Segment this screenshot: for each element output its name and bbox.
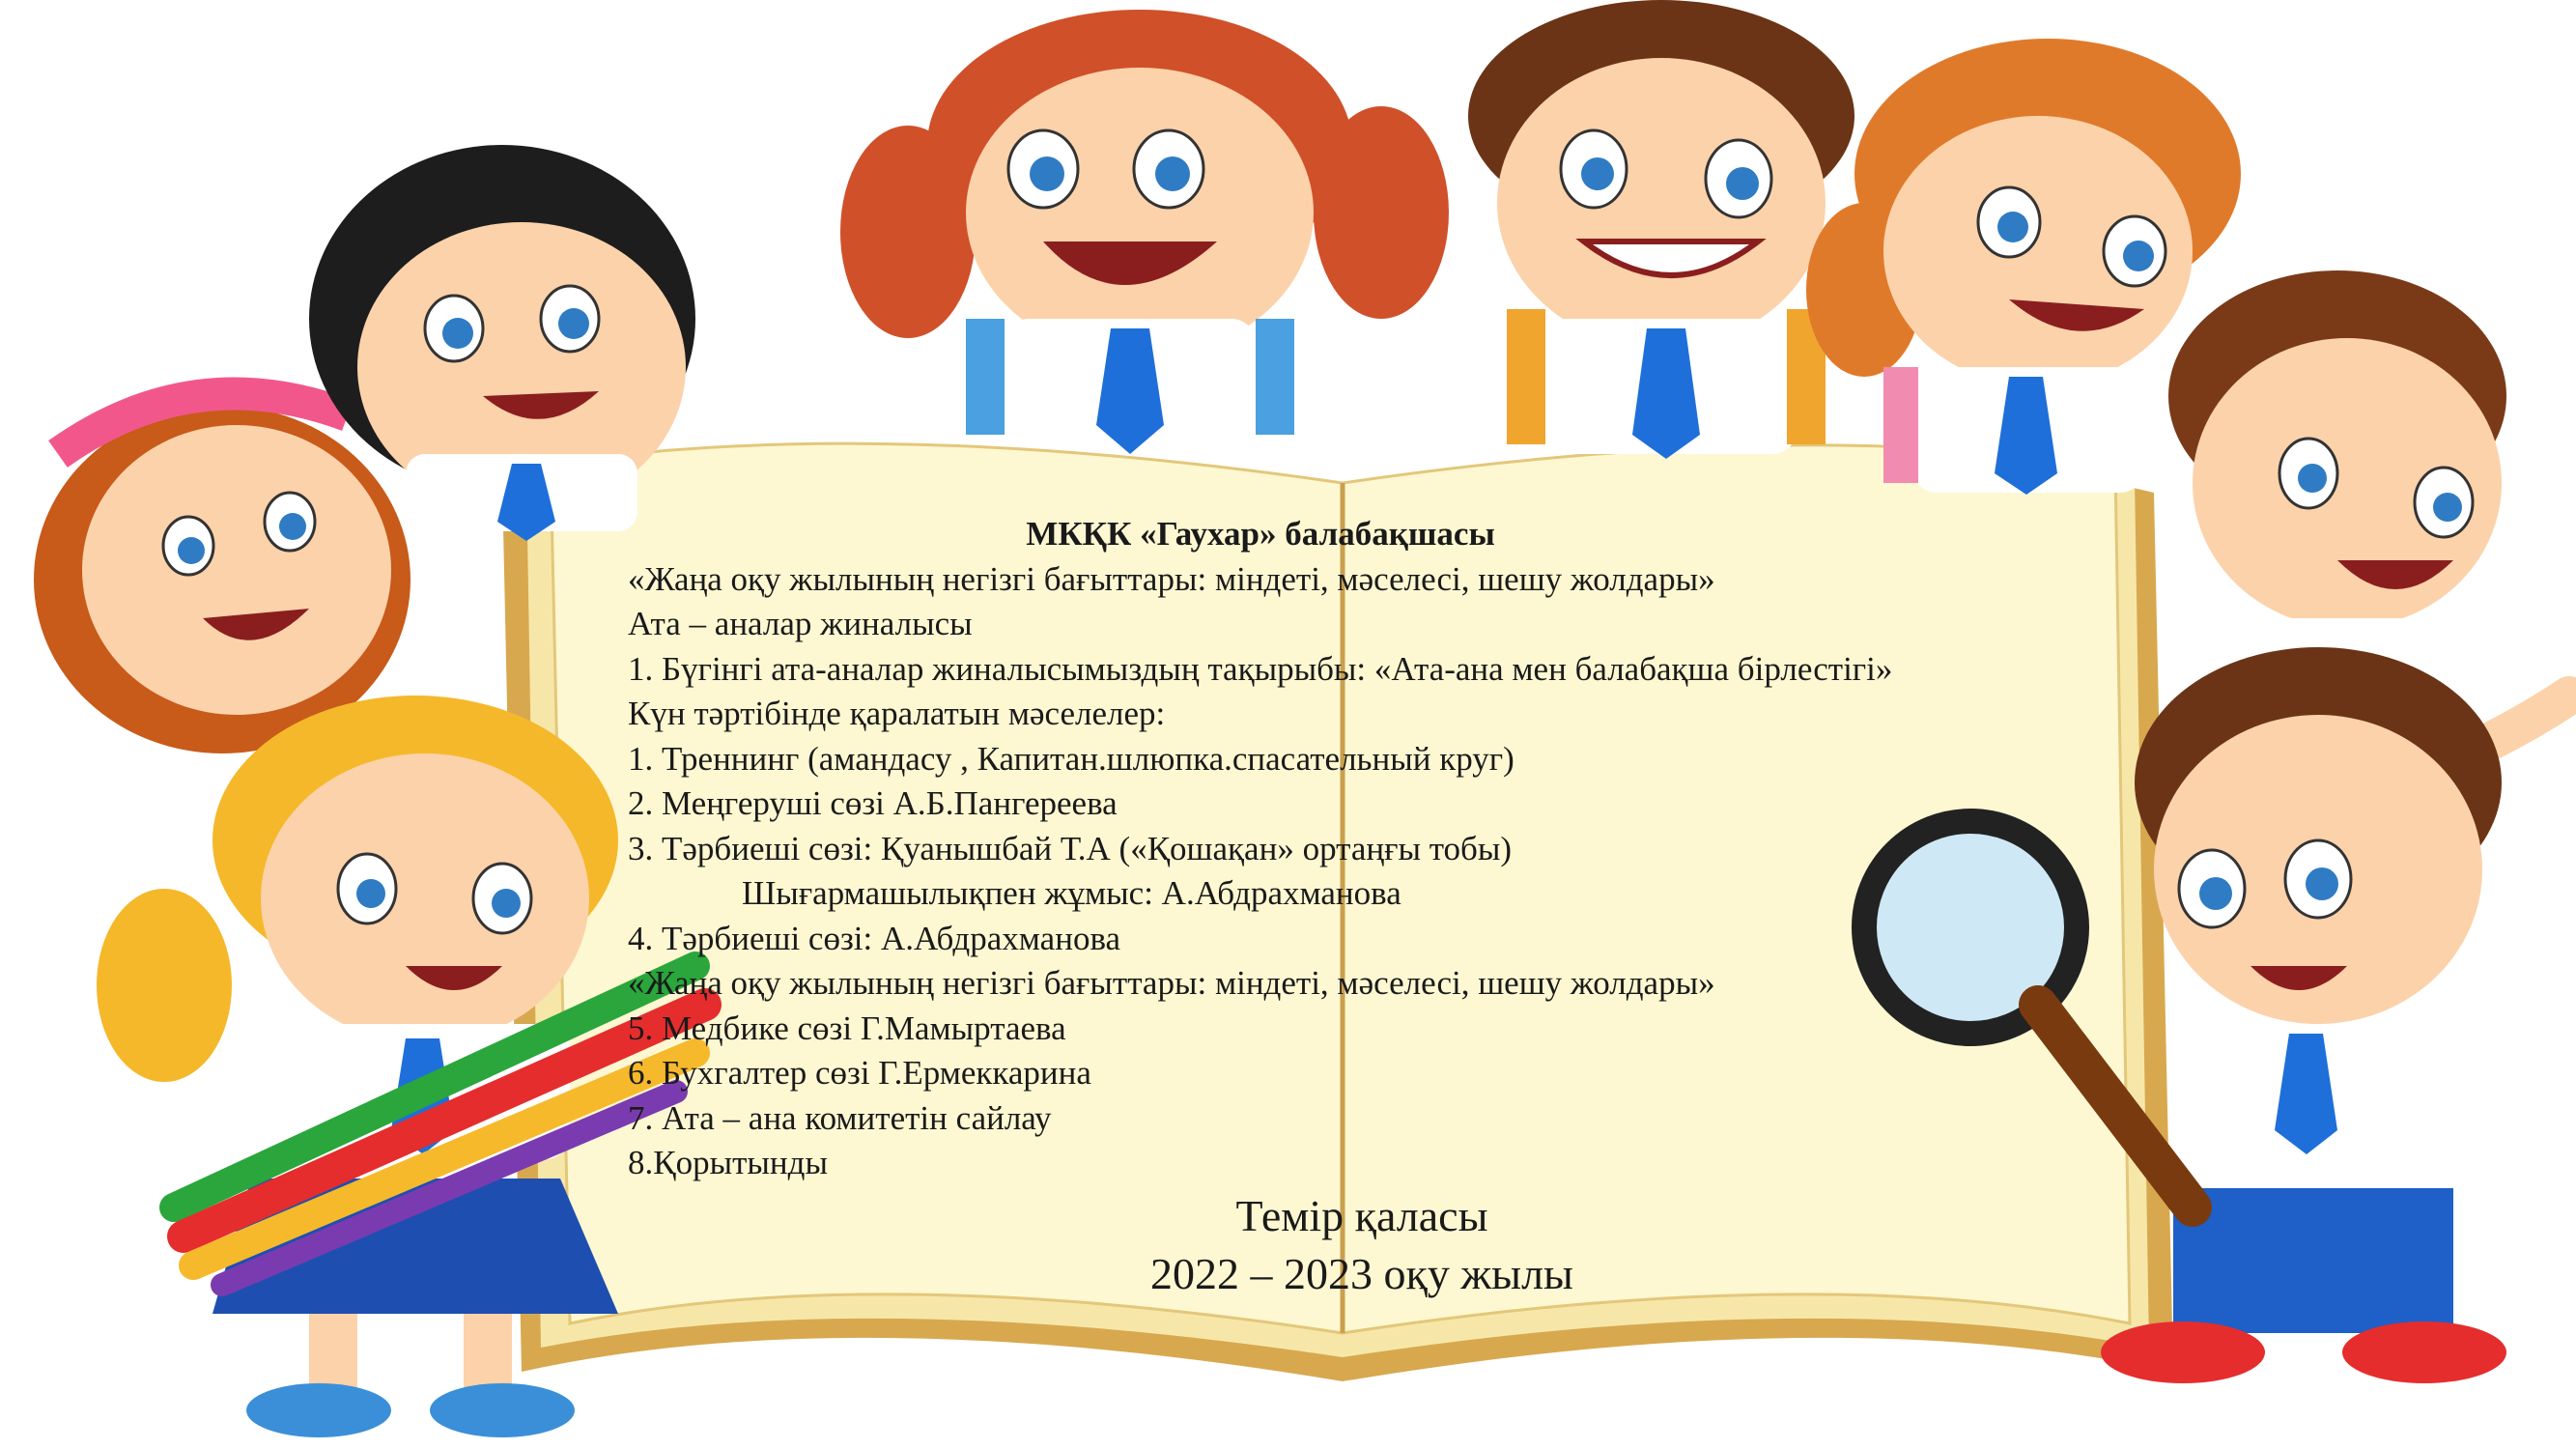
girl-red-pigtails (840, 10, 1449, 454)
agenda-line: 5. Медбике сөзі Г.Мамыртаева (628, 1009, 1066, 1047)
agenda-line: 2. Меңгеруші сөзі А.Б.Пангереева (628, 784, 1118, 822)
agenda-line: 4. Тәрбиеші сөзі: А.Абдрахманова (628, 919, 1121, 957)
agenda-line: Шығармашылықпен жұмыс: А.Абдрахманова (742, 874, 1401, 912)
agenda-line: 8.Қорытынды (628, 1144, 828, 1181)
kindergarten-title: МКҚК «Гаухар» балабақшасы (1026, 515, 1495, 553)
meeting-agenda (628, 512, 2096, 1186)
agenda-line: 1. Треннинг (амандасу , Капитан.шлюпка.спасательный круг) (628, 739, 1514, 778)
girl-pink-headband (34, 394, 410, 754)
agenda-line: 1. Бүгінгі ата-аналар жиналысымыздың тақырыбы: «Ата-ана мен балабақша бірлестігі» (628, 649, 1893, 688)
agenda-line: Күн тәртібінде қаралатын мәселелер: (628, 695, 1166, 732)
agenda-line: 3. Тәрбиеші сөзі: Қуанышбай Т.А («Қошақан» ортаңғы тобы) (628, 829, 1513, 867)
city-name: Темір қаласы (1235, 1191, 1488, 1240)
agenda-line: 6. Бухгалтер сөзі Г.Ермеккарина (628, 1054, 1091, 1092)
agenda-line: Ата – аналар жиналысы (628, 605, 973, 642)
boy-brown-hair (1468, 0, 1854, 459)
academic-year: 2022 – 2023 оқу жылы (1150, 1249, 1573, 1298)
agenda-line: «Жаңа оқу жылының негізгі бағыттары: міндеті, мәселесі, шешу жолдары» (628, 964, 1715, 1002)
agenda-line: «Жаңа оқу жылының негізгі бағыттары: міндеті, мәселесі, шешу жолдары» (628, 559, 1715, 598)
agenda-line: 7. Ата – ана комитетін сайлау (628, 1098, 1052, 1137)
